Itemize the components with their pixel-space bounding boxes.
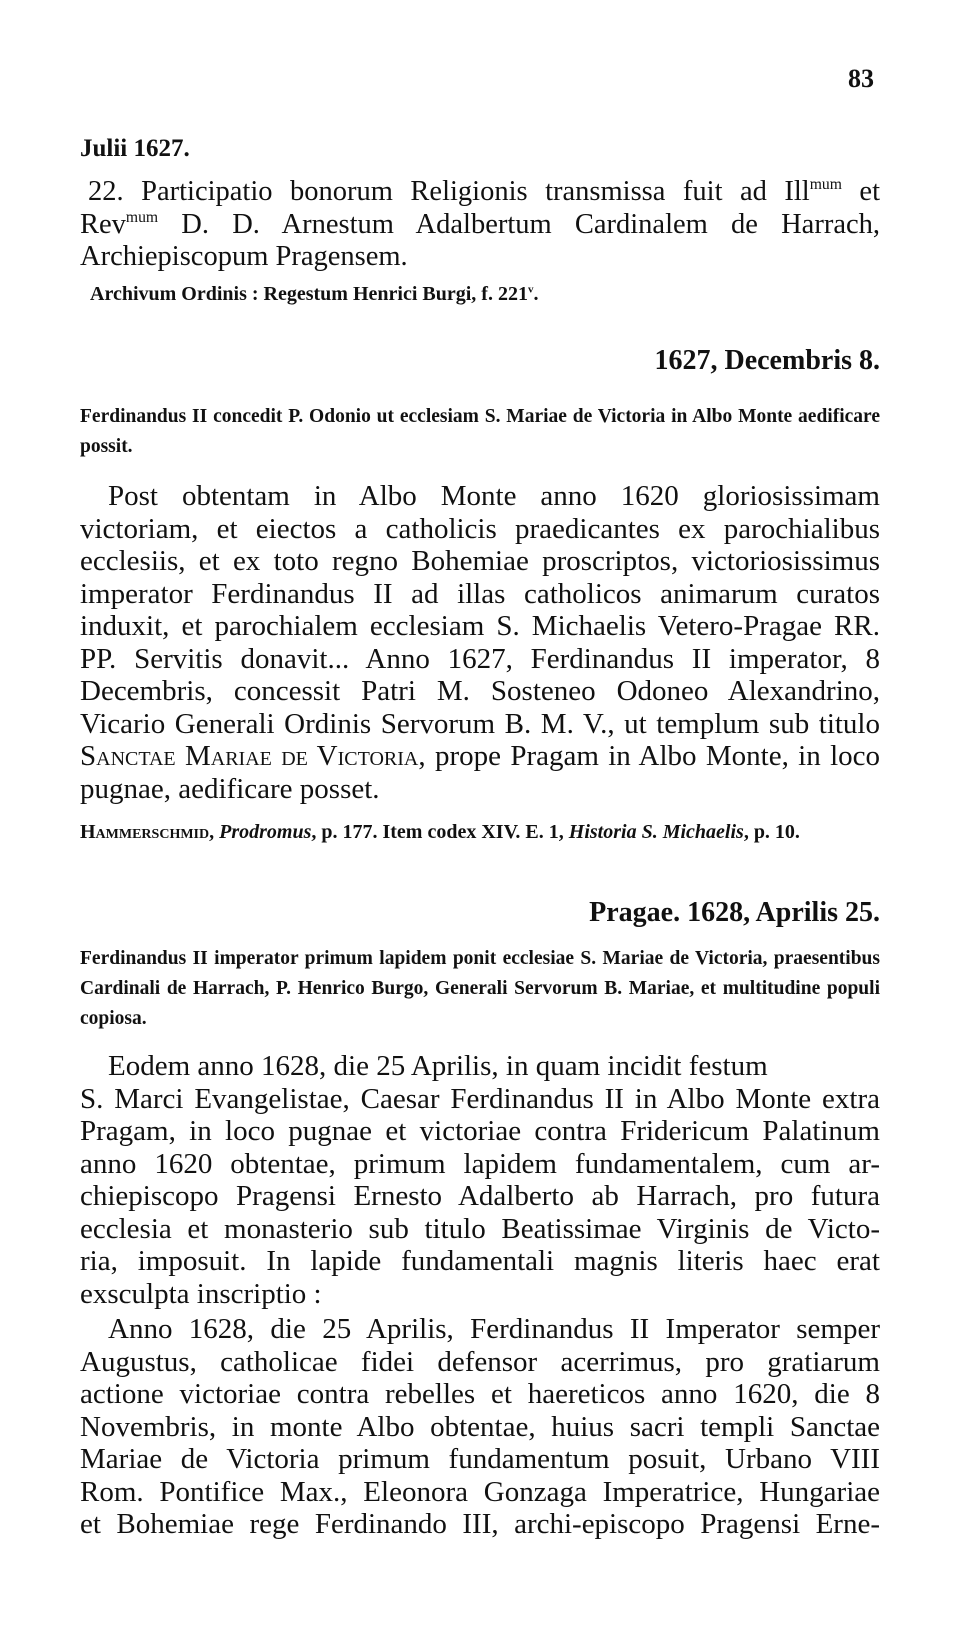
date-heading-december: 1627, Decembris 8. (654, 345, 880, 376)
text-line: Pragam, in loco pugnae et victoriae contra Fridericum Palatinum (80, 1115, 880, 1147)
page-number: 83 (848, 64, 874, 93)
text-line: et Bohemiae rege Ferdinando III, archi-episcopo Pragensi Erne- (80, 1508, 880, 1540)
text-line: ria, imposuit. In lapide fundamentali magnis literis haec erat (80, 1245, 880, 1277)
text-line: Augustus, catholicae fidei defensor acerrimus, pro gratiarum (80, 1345, 880, 1378)
text-line: Mariae de Victoria primum fundamentum posuit, Urbano VIII (80, 1443, 880, 1475)
summary-foundation-stone: Ferdinandus II imperator primum lapidem ponit ecclesiae S. Mariae de Victoria, praesentibus Cardinali de Harrach, P. Henrico Burgo, Generali Servorum B. Mariae, et multitudine populi copiosa. (80, 948, 880, 1029)
paragraph-eodem-anno (80, 1050, 880, 1310)
text-line: Anno 1628, die 25 Aprilis, Ferdinandus II Imperator semper (108, 1313, 880, 1345)
text-line: chiepiscopo Pragensi Ernesto Adalberto ab Harrach, pro futura (80, 1180, 880, 1212)
text-line: S. Marci Evangelistae, Caesar Ferdinandus II in Albo Monte extra (80, 1082, 880, 1115)
text-line: Rom. Pontifice Max., Eleonora Gonzaga Imperatrice, Hungariae (80, 1475, 880, 1508)
paragraph-post-obtentam: Post obtentam in Albo Monte anno 1620 gloriosissimam victoriam, et eiectos a catholicis praedicantes ex parochialibus ecclesiis, et ex toto regno Bohemiae proscriptos, victoriosissimus imperator Ferdinandus II ad illas catholicos animarum curatos induxit, et parochialem ecclesiam S. Michaelis Vetero-Pragae RR. PP. Servitis donavit... Anno 1627, Ferdinandus II imperator, 8 Decembris, concessit Patri M. Sosteneo Odoneo Alexandrino, Vicario Generali Ordinis Servorum B. M. V., ut templum sub titulo Sanctae Mariae de Victoria, prope Pragam in Albo Monte, in loco pugnae, aedificare posset. (80, 480, 880, 805)
text-line: actione victoriae contra rebelles et haereticos anno 1620, die 8 (80, 1378, 880, 1410)
paragraph-participatio: 22. Participatio bonorum Religionis transmissa fuit ad Ill$^{mum}$ et Rev$^{mum}$ D. D. Arnestum Adalbertum Cardinalem de Harrach, Archiepiscopum Pragensem. (80, 176, 880, 272)
bibliographic-source: Hammerschmid, Prodromus, p. 177. Item codex XIV. E. 1, Historia S. Michaelis, p. 10. (80, 821, 800, 843)
text-line: exsculpta inscriptio : (80, 1277, 322, 1310)
archive-source: Archivum Ordinis : Regestum Henrici Burgi, f. 221$^v$. (90, 283, 539, 305)
text-line: anno 1620 obtentae, primum lapidem fundamentalem, cum ar- (80, 1147, 880, 1180)
date-heading: Julii 1627. (80, 135, 190, 162)
text-line: Eodem anno 1628, die 25 Aprilis, in quam incidit festum (108, 1050, 768, 1082)
text-line: ecclesia et monasterio sub titulo Beatissimae Virginis de Victo- (80, 1212, 880, 1245)
summary-decree: Ferdinandus II concedit P. Odonio ut ecclesiam S. Mariae de Victoria in Albo Monte aedificare possit. (80, 406, 880, 457)
text-line: Novembris, in monte Albo obtentae, huius sacri templi Sanctae (80, 1410, 880, 1443)
paragraph-inscription (80, 1313, 880, 1541)
date-heading-april: Pragae. 1628, Aprilis 25. (589, 897, 880, 928)
